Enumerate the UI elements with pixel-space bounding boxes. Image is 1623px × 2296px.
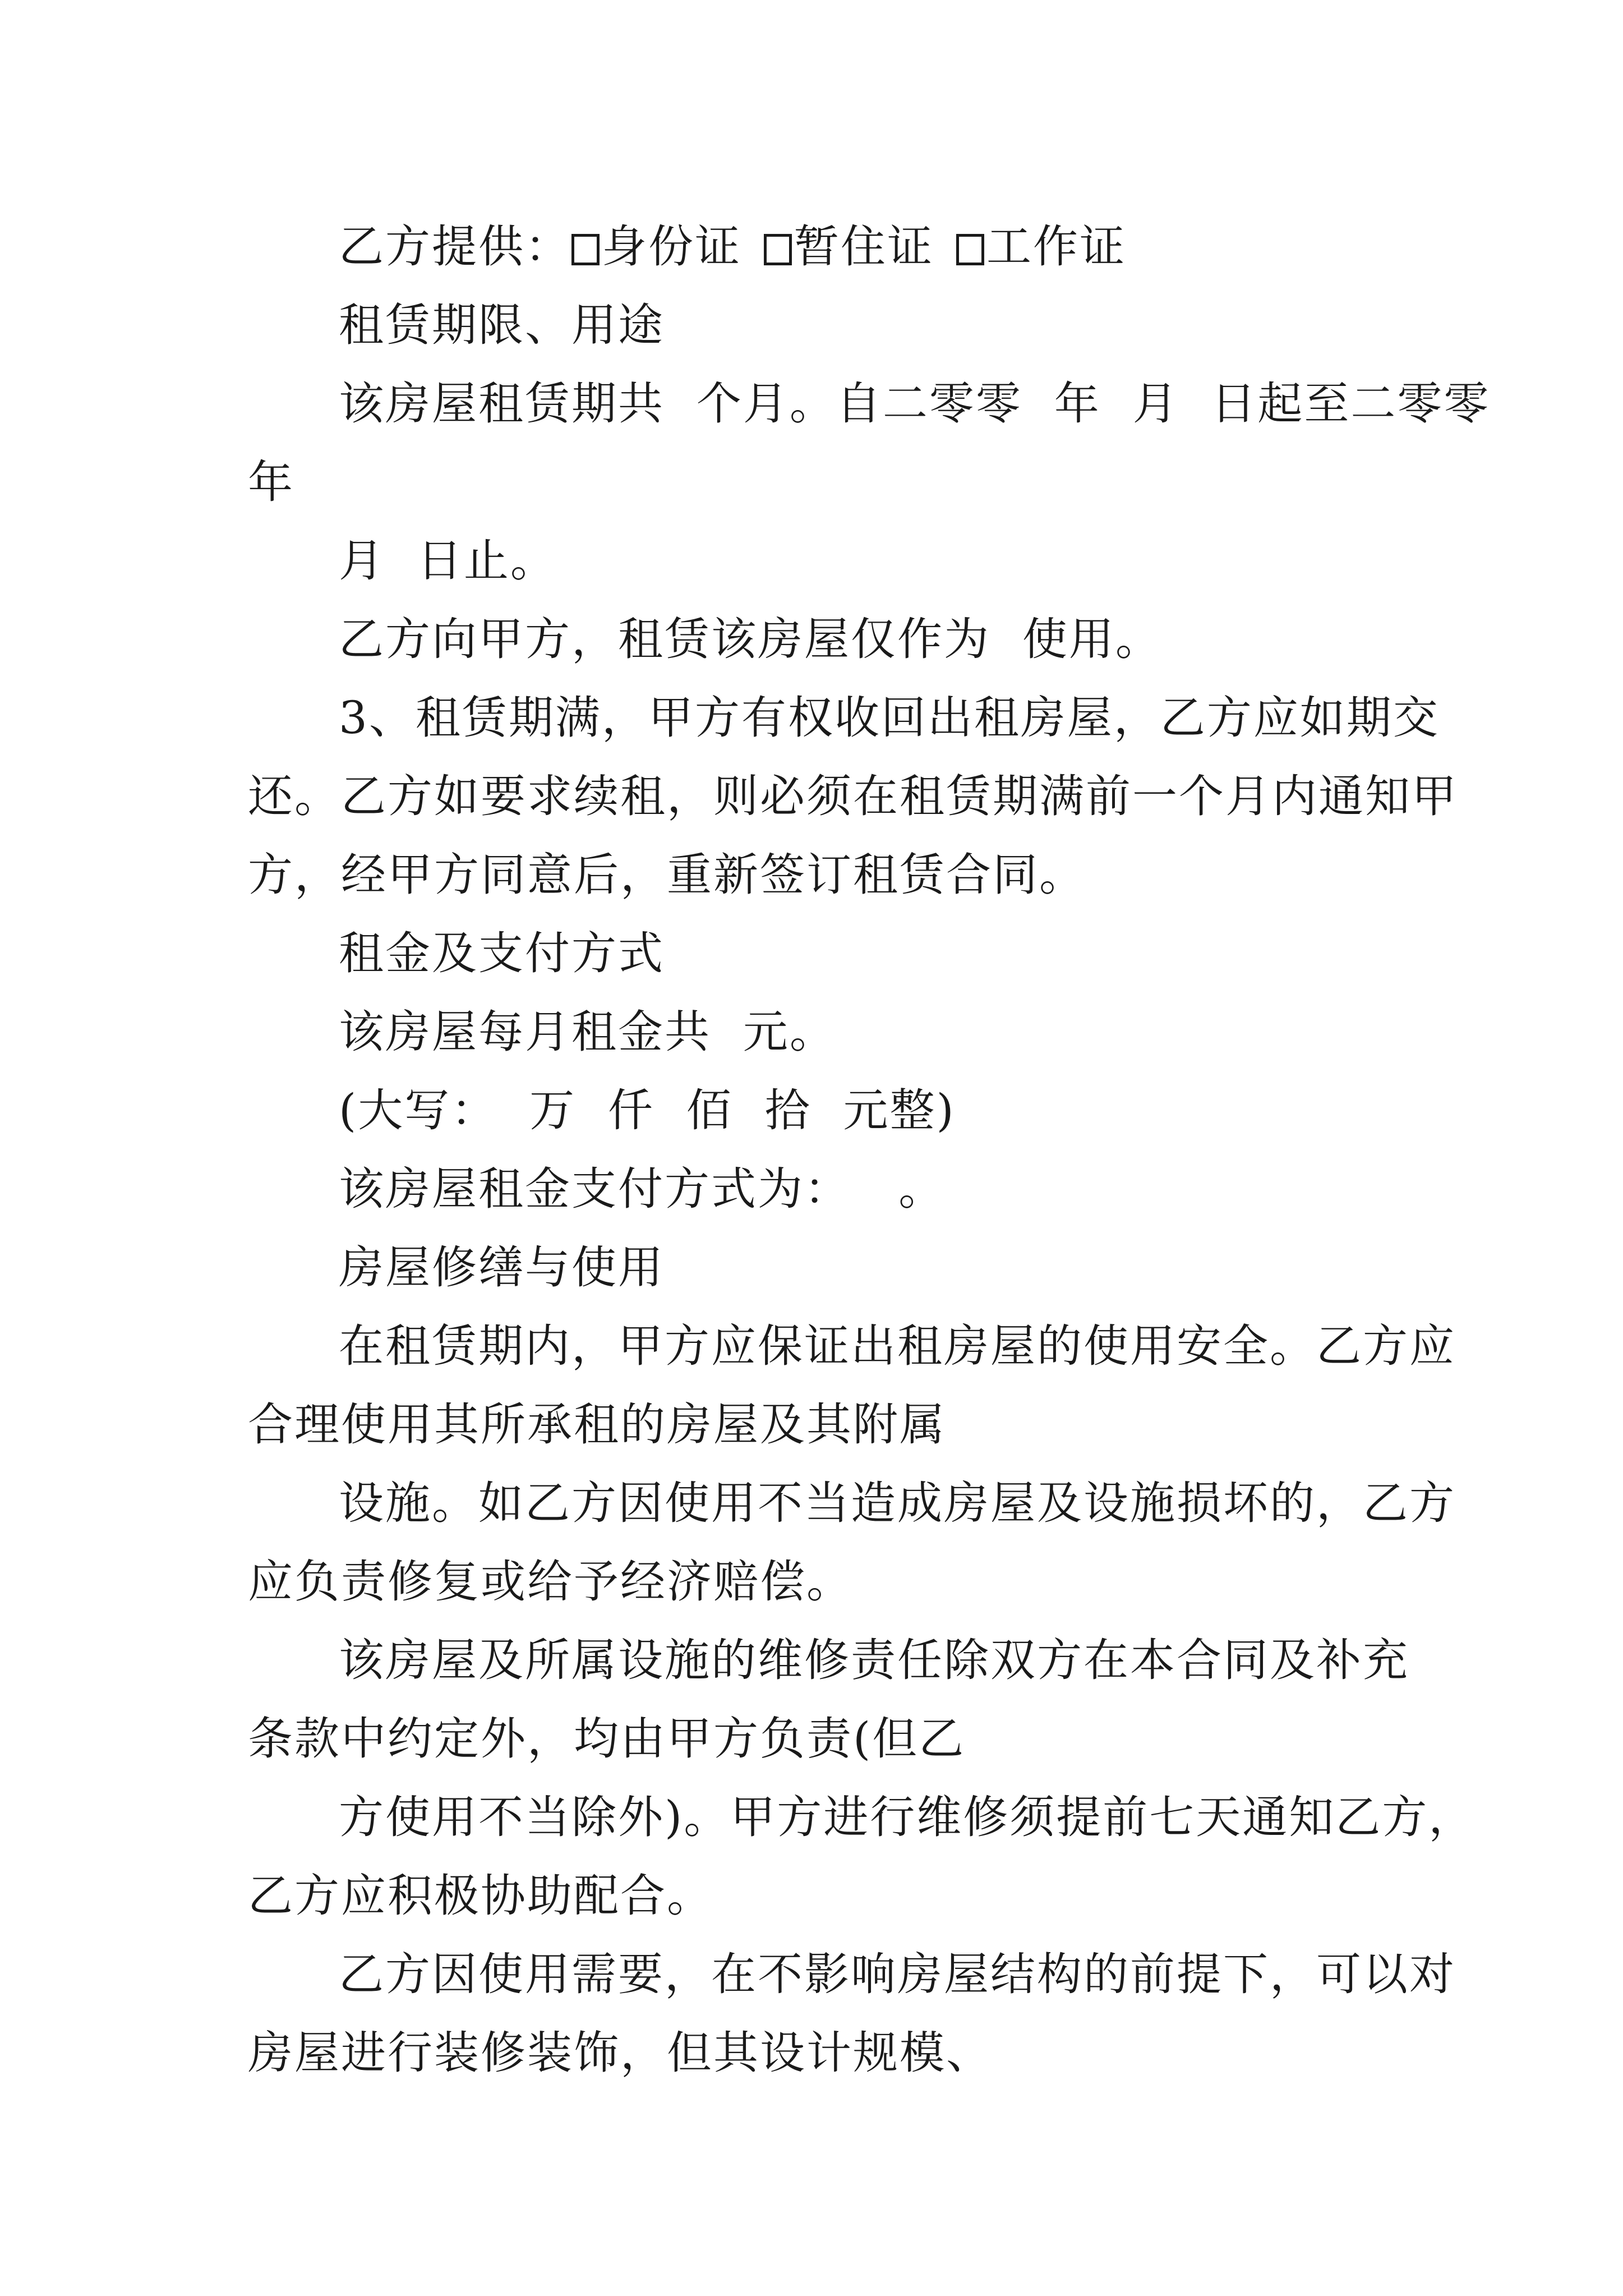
section-heading-repair: 房屋修缮与使用 [339,1241,665,1294]
work-permit-checkbox[interactable] [956,234,984,265]
text-line: 该房屋及所属设施的维修责任除双方在本合同及补充 [339,1634,1409,1686]
text-line: 房屋进行装修装饰，但其设计规模、 [248,2027,993,2079]
id-card-checkbox[interactable] [571,234,600,265]
text-line: 月 日止。 [339,535,557,587]
text-line: 设施。如乙方因使用不当造成房屋及设施损坏的，乙方 [339,1477,1456,1529]
text-line: 条款中约定外，均由甲方负责(但乙 [248,1713,966,1765]
text-line: 合理使用其所承租的房屋及其附属 [248,1398,946,1451]
text-line: 乙方因使用需要，在不影响房屋结构的前提下，可以对 [339,1948,1456,2000]
text-line: 该房屋每月租金共 元。 [339,1006,836,1058]
text-line: 该房屋租金支付方式为： 。 [339,1163,946,1215]
text-line: 年 [248,456,294,508]
provide-line [248,208,1386,286]
id-card-label: 身份证 [602,220,741,273]
text-line: 方使用不当除外)。甲方进行维修须提前七天通知乙方， [339,1791,1476,1843]
residence-permit-checkbox[interactable] [764,234,792,265]
text-line: 3、租赁期满，甲方有权收回出租房屋，乙方应如期交 [339,692,1440,744]
work-permit-label: 工作证 [986,220,1126,273]
text-line: 乙方向甲方，租赁该房屋仅作为 使用。 [339,613,1162,665]
text-line: (大写： 万 仟 佰 拾 元整) [339,1084,956,1137]
document-body [248,208,1491,2092]
section-heading-lease-term: 租赁期限、用途 [339,299,665,351]
text-line: 在租赁期内，甲方应保证出租房屋的使用安全。乙方应 [339,1320,1456,1372]
provide-label: 乙方提供： [339,220,571,273]
text-line: 方，经甲方同意后，重新签订租赁合同。 [248,849,1086,901]
text-line: 应负责修复或给予经济赔偿。 [248,1556,853,1608]
text-line: 该房屋租赁期共 个月。自二零零 年 月 日起至二零零 [339,378,1491,430]
text-line: 乙方应积极协助配合。 [248,1870,713,1922]
text-line: 还。乙方如要求续租，则必须在租赁期满前一个月内通知甲 [248,770,1458,822]
section-heading-rent: 租金及支付方式 [339,927,665,979]
residence-permit-label: 暂住证 [794,220,934,273]
